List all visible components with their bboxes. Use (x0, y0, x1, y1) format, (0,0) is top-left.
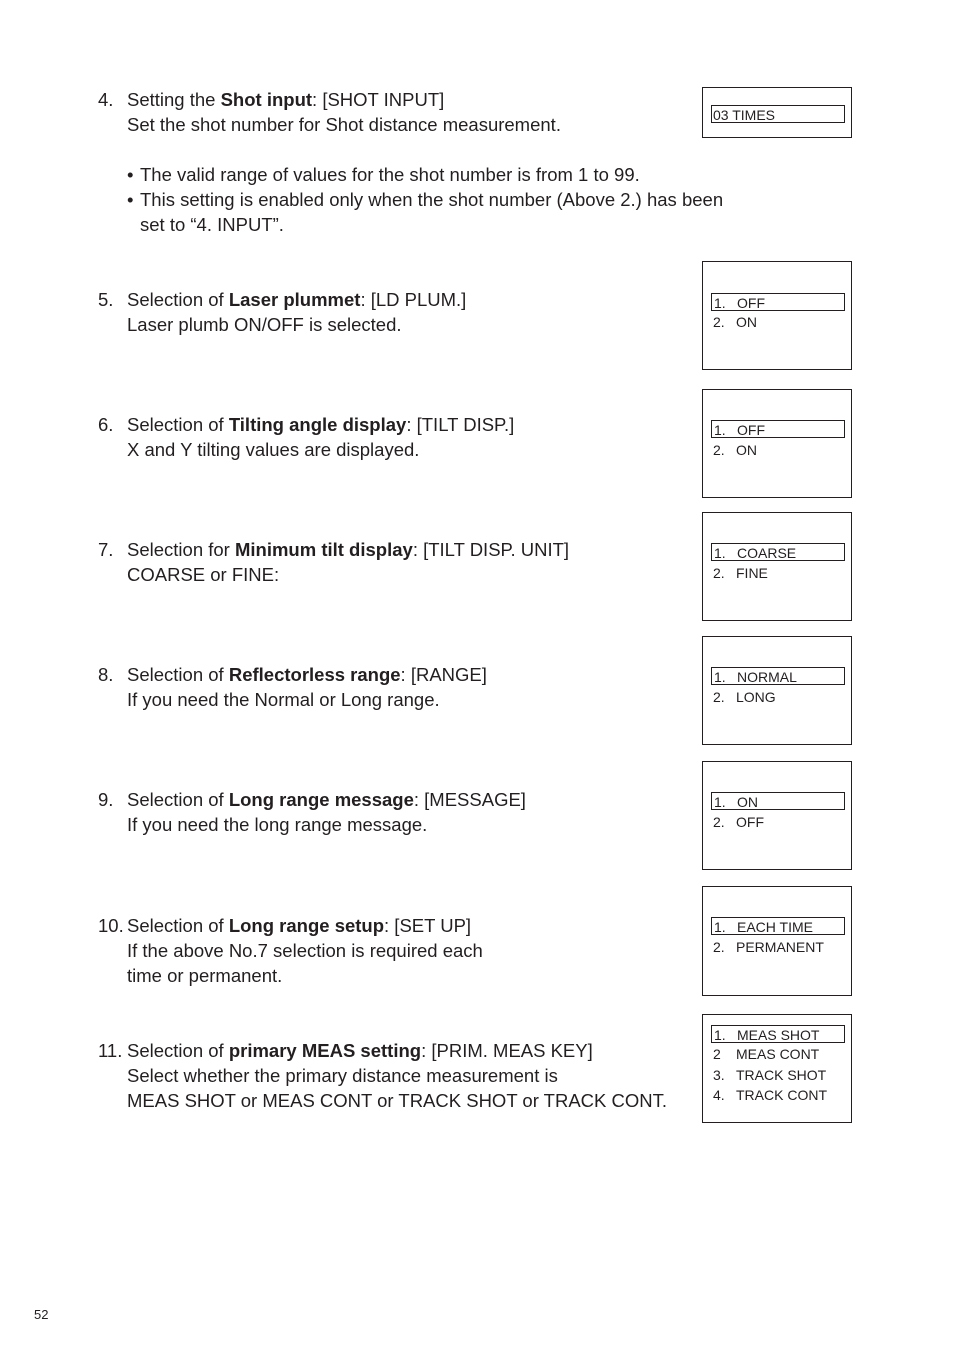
item-lead: Setting the (127, 89, 221, 110)
item-lead: Selection of (127, 915, 229, 936)
lcd-long-range-message (702, 761, 852, 870)
option-number: 1. (714, 794, 726, 810)
item-lead: Selection for (127, 539, 235, 560)
lcd-option (711, 1066, 845, 1084)
note-text: This setting is enabled only when the shot number (Above 2.) has been (140, 189, 724, 210)
lcd-option (711, 1025, 845, 1043)
option-label: ON (737, 794, 758, 810)
item-key: : [SHOT INPUT] (312, 89, 445, 110)
option-label: LONG (736, 689, 776, 705)
lcd-option (711, 293, 845, 311)
lcd-option (711, 813, 845, 831)
option-number: 2. (713, 565, 725, 581)
lcd-laser-plummet (702, 261, 852, 370)
item-description: COARSE or FINE: (127, 564, 280, 585)
item-lead: Selection of (127, 789, 229, 810)
item-lead: Selection of (127, 289, 229, 310)
lcd-option (711, 792, 845, 810)
note (127, 187, 723, 212)
item-description: Set the shot number for Shot distance measurement. (127, 114, 561, 135)
item-title: Tilting angle display (228, 414, 407, 435)
option-label: EACH TIME (737, 919, 813, 935)
option-label: MEAS CONT (736, 1046, 820, 1062)
lcd-option (711, 543, 845, 561)
item-description: Laser plumb ON/OFF is selected. (127, 314, 402, 335)
setting-item-reflectorless-range (98, 662, 487, 712)
item-title: Shot input (220, 89, 313, 110)
item-description: time or permanent. (127, 965, 283, 986)
item-key: : [MESSAGE] (413, 789, 526, 810)
option-number: 2. (713, 814, 725, 830)
item-number: 10. (98, 915, 124, 936)
lcd-value-field (711, 105, 845, 123)
item-heading (98, 787, 526, 812)
option-label: NORMAL (737, 669, 797, 685)
bullet-icon: • (127, 189, 134, 210)
option-number: 2. (713, 442, 725, 458)
item-title: Minimum tilt display (234, 539, 413, 560)
option-number: 4. (713, 1087, 725, 1103)
setting-item-long-range-setup (98, 913, 483, 988)
option-label: ON (736, 314, 757, 330)
option-number: 2. (713, 314, 725, 330)
lcd-option (711, 1086, 845, 1104)
item-heading (98, 87, 723, 112)
option-number: 1. (714, 295, 726, 311)
item-number: 8. (98, 664, 114, 685)
item-description: X and Y tilting values are displayed. (127, 439, 420, 460)
option-number: 1. (714, 919, 726, 935)
item-heading (98, 412, 514, 437)
item-description: If you need the long range message. (127, 814, 428, 835)
option-label: FINE (736, 565, 768, 581)
setting-item-long-range-message (98, 787, 526, 837)
bullet-icon: • (127, 164, 134, 185)
item-description: Select whether the primary distance measurement is (127, 1065, 558, 1086)
lcd-primary-meas (702, 1014, 852, 1123)
item-heading (98, 913, 483, 938)
option-number: 1. (714, 1027, 726, 1043)
item-number: 11. (98, 1040, 123, 1061)
setting-item-primary-meas (98, 1038, 667, 1113)
option-number: 2. (713, 689, 725, 705)
option-number: 2. (713, 939, 725, 955)
item-title: Laser plummet (228, 289, 361, 310)
item-number: 7. (98, 539, 114, 560)
lcd-option (711, 938, 845, 956)
item-heading (98, 662, 487, 687)
item-number: 4. (98, 89, 114, 110)
item-title: Long range message (228, 789, 414, 810)
lcd-option (711, 420, 845, 438)
note-text: The valid range of values for the shot number is from 1 to 99. (140, 164, 640, 185)
item-heading (98, 1038, 667, 1063)
item-key: : [TILT DISP.] (406, 414, 515, 435)
lcd-value: 03 TIMES (713, 107, 775, 123)
item-title: Reflectorless range (228, 664, 401, 685)
notes-list (98, 162, 723, 237)
option-number: 1. (714, 545, 726, 561)
setting-item-min-tilt (98, 537, 569, 587)
page-number: 52 (34, 1307, 49, 1322)
option-label: TRACK SHOT (736, 1067, 827, 1083)
lcd-option (711, 917, 845, 935)
item-lead: Selection of (127, 414, 229, 435)
item-heading (98, 287, 466, 312)
item-key: : [PRIM. MEAS KEY] (421, 1040, 593, 1061)
setting-item-shot-input (98, 87, 723, 237)
lcd-shot-input (702, 87, 852, 138)
item-description: MEAS SHOT or MEAS CONT or TRACK SHOT or TRACK CONT. (127, 1090, 668, 1111)
setting-item-laser-plummet (98, 287, 466, 337)
item-number: 5. (98, 289, 114, 310)
option-label: ON (736, 442, 757, 458)
option-label: PERMANENT (736, 939, 824, 955)
lcd-option (711, 688, 845, 706)
option-label: TRACK CONT (736, 1087, 827, 1103)
option-number: 3. (713, 1067, 725, 1083)
lcd-reflectorless-range (702, 636, 852, 745)
lcd-tilting-angle (702, 389, 852, 498)
lcd-option (711, 313, 845, 331)
lcd-option (711, 564, 845, 582)
option-label: OFF (736, 814, 764, 830)
lcd-option (711, 1045, 845, 1063)
item-description: If you need the Normal or Long range. (127, 689, 440, 710)
setting-item-tilting-angle (98, 412, 514, 462)
item-lead: Selection of (127, 1040, 229, 1061)
item-key: : [TILT DISP. UNIT] (412, 539, 570, 560)
lcd-min-tilt (702, 512, 852, 621)
item-description: If the above No.7 selection is required each (127, 940, 483, 961)
note (127, 162, 723, 187)
option-number: 1. (714, 422, 726, 438)
option-label: OFF (737, 295, 765, 311)
note-text-continued: set to “4. INPUT”. (140, 214, 284, 235)
option-label: COARSE (737, 545, 797, 561)
item-number: 6. (98, 414, 114, 435)
item-key: : [RANGE] (400, 664, 487, 685)
item-title: primary MEAS setting (228, 1040, 422, 1061)
lcd-long-range-setup (702, 886, 852, 996)
lcd-option (711, 441, 845, 459)
item-number: 9. (98, 789, 114, 810)
option-label: MEAS SHOT (737, 1027, 820, 1043)
option-label: OFF (737, 422, 765, 438)
option-number: 2 (713, 1046, 721, 1062)
item-heading (98, 537, 569, 562)
item-key: : [SET UP] (384, 915, 472, 936)
item-lead: Selection of (127, 664, 229, 685)
item-key: : [LD PLUM.] (360, 289, 467, 310)
item-title: Long range setup (228, 915, 385, 936)
option-number: 1. (714, 669, 726, 685)
lcd-option (711, 667, 845, 685)
